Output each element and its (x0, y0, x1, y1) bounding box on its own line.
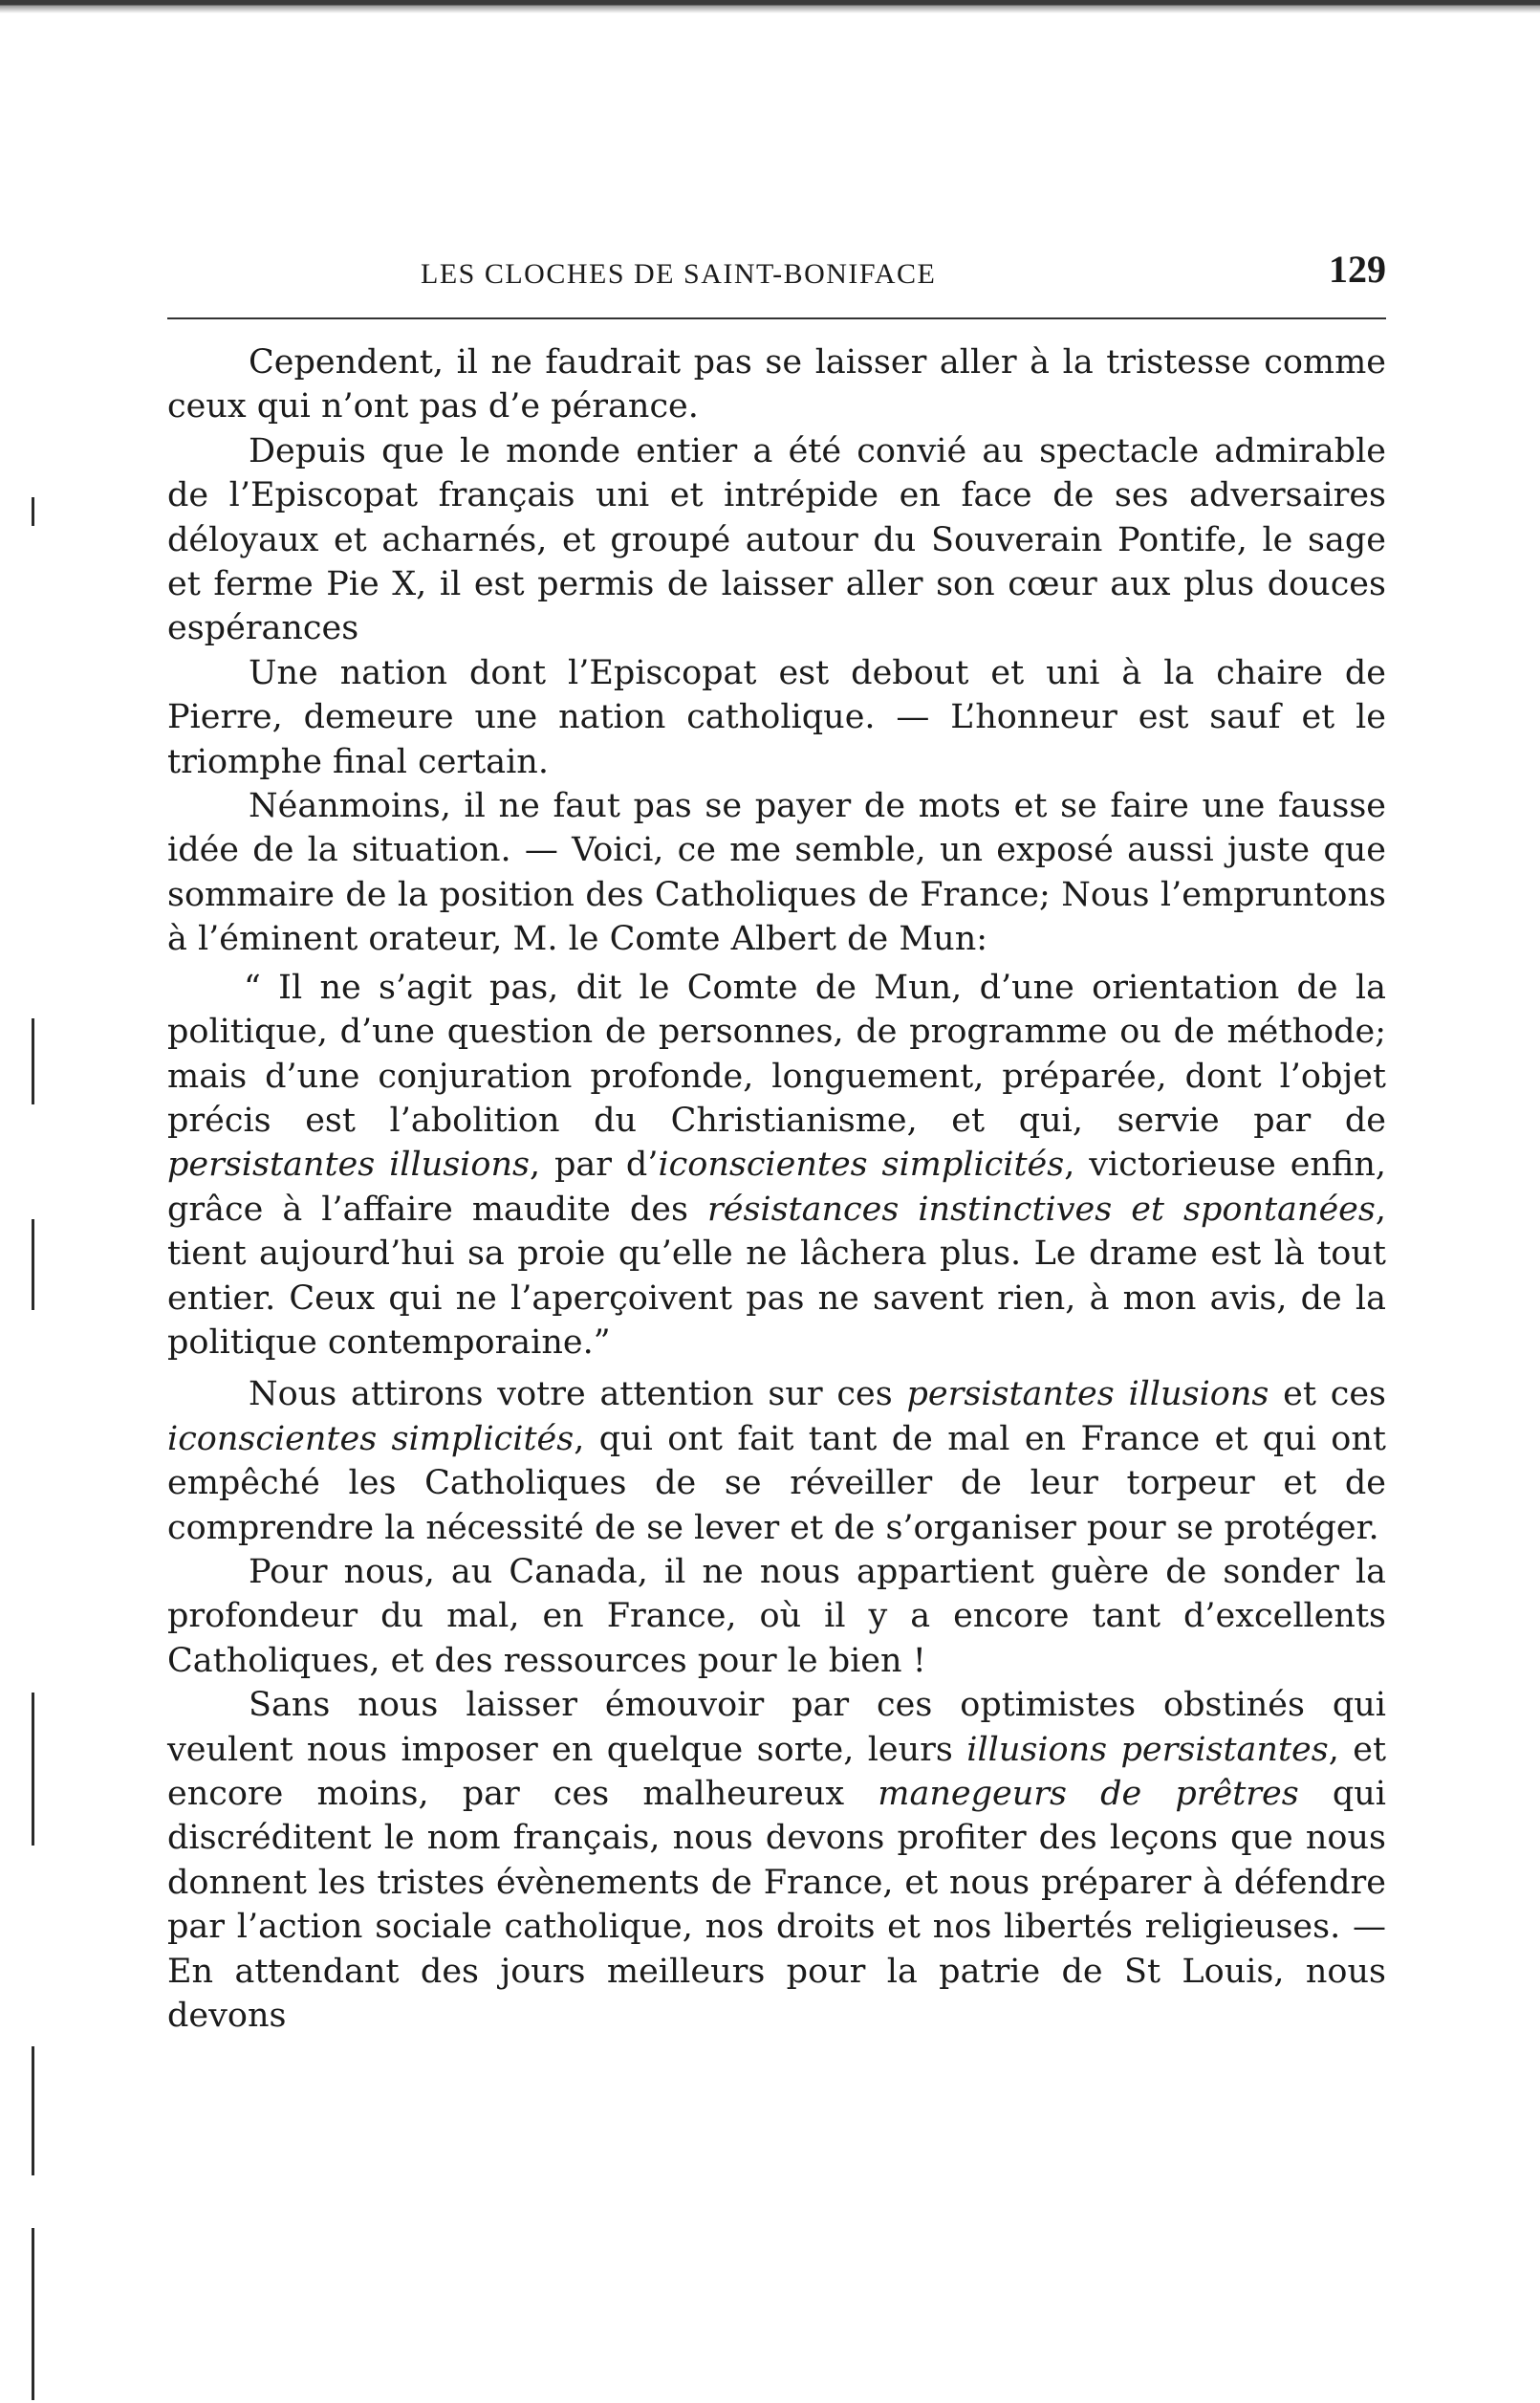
body-paragraph (167, 429, 1386, 651)
text-run: Néanmoins, il ne faut pas se payer de mots et se faire une fausse idée de la situation. — Voici, ce me semble, un exposé aussi juste que sommaire de la position des Catholiques de France; Nous l’empruntons à l’éminent orateur, M. le Comte Albert de Mun: (167, 787, 1386, 959)
text-run: , et encore moins, par ces malheureux (167, 1730, 1387, 1813)
header-rule (167, 317, 1386, 319)
text-run: Depuis que le monde entier a été convié au spectacle admirable de l’Episcopat français uni et intrépide en face de ses adversaires déloyaux et acharnés, et groupé autour du Souverain Pontife, le sage et ferme Pie X, il est permis de laisser aller son cœur aux plus douces espérances (167, 431, 1386, 648)
running-head: LES CLOCHES DE SAINT-BONIFACE (421, 258, 937, 290)
page-number: 129 (1329, 248, 1386, 291)
margin-mark (32, 2046, 34, 2175)
body-paragraph (167, 1550, 1386, 1683)
text-run: Une nation dont l’Episcopat est debout et uni à la chaire de Pierre, demeure une nation catholique. — L’honneur est sauf et le triomphe final certain. (167, 653, 1386, 781)
body-paragraph (167, 1372, 1386, 1550)
italic-phrase: persistantes illusions (167, 1146, 530, 1185)
italic-phrase: résistances instinctives et spontanées (707, 1190, 1376, 1229)
page-header (167, 247, 1386, 295)
body-paragraph (167, 651, 1386, 784)
text-run: qui discréditent le nom français, nous devons profiter des leçons que nous donnent les tristes évènements de France, et nous préparer à défendre par l’action sociale catholique, nos droits et nos libertés religieuses. — En attendant des jours meilleurs pour la patrie de St Louis, nous devons (167, 1775, 1386, 2036)
body-paragraph (167, 340, 1386, 429)
text-run: Sans nous laisser émouvoir par ces optimistes obstinés qui veulent nous imposer en quelque sorte, leurs (167, 1686, 1386, 1769)
text-run: et ces (1269, 1375, 1387, 1414)
body-text (167, 340, 1386, 2038)
body-paragraph (167, 784, 1386, 962)
italic-phrase: persistantes illusions (906, 1375, 1269, 1414)
text-run: “ Il ne s’agit pas, dit le Comte de Mun, d’une orientation de la politique, d’une question de personnes, de programme ou de méthode; mais d’une conjuration profonde, longuement, préparée, dont l’objet précis est l’abolition du Christianisme, et qui, servie par de (167, 968, 1386, 1140)
margin-mark (32, 497, 34, 526)
text-run: , qui ont fait tant de mal en France et qui ont empêché les Catholiques de se réveiller de leur torpeur et de comprendre la nécessité de se lever et de s’organiser pour se protéger. (167, 1419, 1386, 1547)
italic-phrase: manegeurs de prêtres (878, 1775, 1299, 1813)
body-paragraph (167, 1683, 1386, 2038)
text-run: , tient aujourd’hui sa proie qu’elle ne lâchera plus. Le drame est là tout entier. Ceux qui ne l’aperçoivent pas ne savent rien, à mon avis, de la politique contemporaine.” (167, 1190, 1386, 1362)
margin-mark (32, 1018, 34, 1104)
margin-mark (32, 2228, 34, 2400)
text-run: Pour nous, au Canada, il ne nous appartient guère de sonder la profondeur du mal, en France, où il y a encore tant d’excellents Catholiques, et des ressources pour le bien ! (167, 1552, 1386, 1680)
margin-mark (32, 1693, 34, 1846)
text-run: , victorieuse enfin, grâce à l’affaire maudite des (167, 1146, 1386, 1229)
text-run: , par d’ (529, 1146, 659, 1185)
italic-phrase: iconscientes simplicités (658, 1146, 1065, 1185)
page-top-edge (0, 0, 1540, 13)
text-run: Cependent, il ne faudrait pas se laisser aller à la tristesse comme ceux qui n’ont pas d’e pérance. (167, 343, 1386, 426)
italic-phrase: iconscientes simplicités (167, 1419, 575, 1458)
block-quote-paragraph (167, 966, 1386, 1365)
text-run: Nous attirons votre attention sur ces (249, 1375, 907, 1414)
margin-mark (32, 1219, 34, 1310)
italic-phrase: illusions persistantes (966, 1730, 1329, 1769)
